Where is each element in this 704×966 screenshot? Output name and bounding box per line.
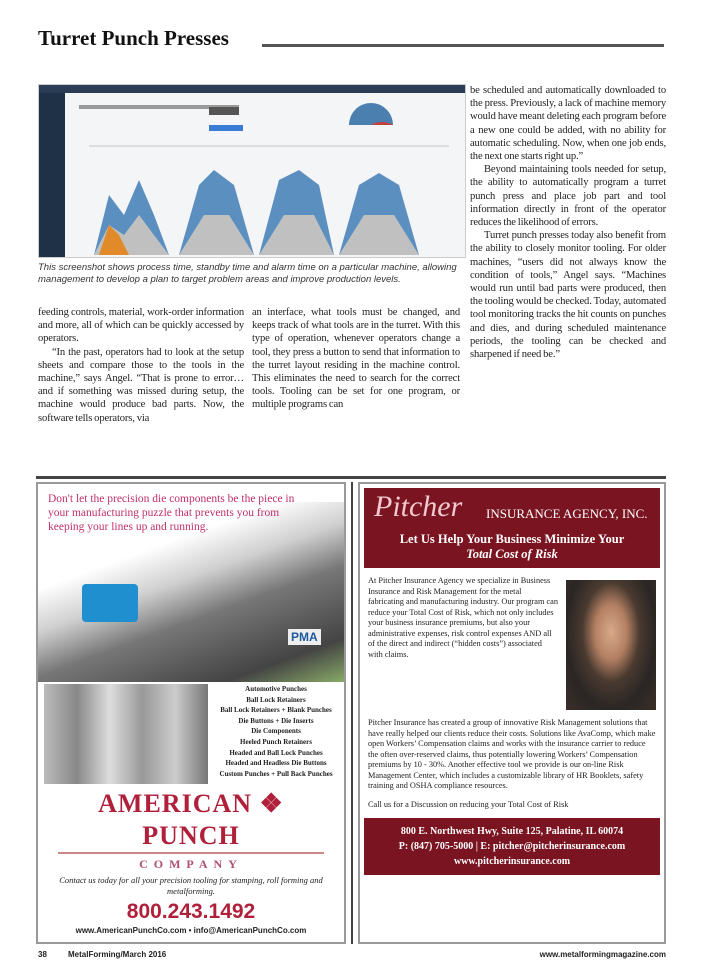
paragraph: Turret punch presses today also benefit from the ability to closely monitor tooling. For older machines, “users did not always know the condition of tools,” Angel says. “Machines would run until bad parts were produced, then the tooling would be checked. Today, automated tool monitoring tracks the hit counts on punches and dies, and during scheduled maintenance periods, the tooling can be checked and sharpened if need be.” bbox=[470, 230, 666, 361]
chart-divider bbox=[89, 145, 449, 147]
paragraph: an interface, what tools must be changed, and keeps track of what tools are in the turret. With this type of operation, whenever operators change a tool, they press a button to send that information to the turret layout residing in the machine control. This eliminates the need to search for the correct tools. Tooling can be set for one program, or multiple programs can bbox=[252, 307, 460, 411]
slogan-line: Total Cost of Risk bbox=[466, 547, 558, 561]
status-button bbox=[209, 125, 243, 131]
punch-tools-photo bbox=[44, 684, 208, 784]
pitcher-insurance-ad[interactable] bbox=[358, 482, 666, 944]
american-punch-logo: AMERICAN ❖ PUNCH bbox=[58, 788, 324, 854]
article-column-3 bbox=[470, 84, 666, 361]
article-column-1 bbox=[38, 306, 244, 425]
phone-number[interactable]: 800.243.1492 bbox=[126, 900, 256, 923]
site-url[interactable]: www.metalformingmagazine.com bbox=[539, 950, 666, 959]
figure-caption: This screenshot shows process time, standby time and alarm time on a particular machine, allowing management to develop a plan to target problem areas and improve production levels. bbox=[38, 262, 457, 285]
product-item: Die Buttons + Die Inserts bbox=[238, 716, 314, 725]
title-rule bbox=[262, 44, 664, 47]
product-item: Die Components bbox=[251, 727, 301, 736]
product-item: Automotive Punches bbox=[245, 685, 307, 693]
ad-headline: Don't let the precision die components be the piece in your manufacturing puzzle that prevents you from keeping your lines up and running. bbox=[48, 493, 295, 533]
ad-body-text: Pitcher Insurance has created a group of innovative Risk Management solutions that have really helped our clients reduce their costs. Solutions like AvaComp, which make open Workers’ Compensation claims and works with the insurance carrier to reduce the often over-reserved claims, thus potentially lowering Workers’ Compensation premiums by 10 - 30%. Another effective tool we provide is our on-line Risk Management Center, which includes a customizable library of HR Booklets, safety training and OSHA compliance resources. bbox=[368, 718, 656, 790]
gauge-chart bbox=[349, 103, 393, 125]
logo-word: AMERICAN bbox=[98, 789, 253, 818]
pitcher-logo: Pitcher bbox=[374, 490, 463, 523]
dashboard-graphics bbox=[39, 85, 466, 258]
paragraph: “In the past, operators had to look at the setup sheets and compare those to the tools in the machine,” says Angel. “That is prone to error…and if something was missed during setup, the machine would produce bad parts. Now, the software tells operators, via bbox=[38, 346, 244, 424]
slogan-line: Let Us Help Your Business Minimize Your bbox=[399, 532, 625, 546]
puzzle-icon bbox=[82, 584, 138, 622]
website-link[interactable]: www.AmericanPunchCo.com • info@AmericanPunchCo.com bbox=[75, 926, 307, 935]
article-column-2 bbox=[252, 306, 460, 412]
call-to-action: Call us for a Discussion on reducing your Total Cost of Risk bbox=[368, 799, 569, 809]
logo-company: COMPANY bbox=[139, 857, 243, 871]
status-label bbox=[209, 107, 239, 115]
ad-lower-block bbox=[38, 684, 344, 942]
product-item: Ball Lock Retainers bbox=[246, 695, 306, 704]
logo-word: PUNCH bbox=[142, 821, 240, 850]
product-item: Headed and Ball Lock Punches bbox=[229, 748, 323, 757]
ad-divider bbox=[351, 482, 353, 944]
products-row bbox=[44, 684, 338, 784]
ad-body-text: At Pitcher Insurance Agency we specialize in Business Insurance and Risk Management for the metal fabricating and manufacturing industry. Our program can reduce your Total Cost of Risk, which not only includes your business insurance premiums, but also your administrative expenses, risk control expenses AND all of the direct and indirect (“hidden costs”) associated with claims. bbox=[368, 576, 558, 659]
address: 800 E. Northwest Hwy, Suite 125, Palatine, IL 60074 bbox=[400, 826, 624, 837]
intro-row bbox=[364, 576, 660, 710]
product-item: Headed and Headless Die Buttons bbox=[225, 759, 327, 768]
area-charts bbox=[94, 170, 419, 255]
product-list bbox=[214, 684, 338, 784]
product-item: Ball Lock Retainers + Blank Punches bbox=[220, 706, 332, 715]
contact-info[interactable]: P: (847) 705-5000 | E: pitcher@pitcherinsurance.com bbox=[398, 841, 626, 852]
paragraph: Beyond maintaining tools needed for setup, the ability to automatically program a turret punch press and place job part and tool information directly in front of the operator reduces the likelihood of errors. bbox=[470, 164, 666, 229]
website-link[interactable]: www.pitcherinsurance.com bbox=[453, 856, 571, 867]
ad-header-band bbox=[364, 488, 660, 568]
product-item: Heeled Punch Retainers bbox=[240, 737, 312, 746]
product-item: Custom Punches + Pull Back Punches bbox=[219, 769, 333, 778]
ad-slogan bbox=[364, 532, 660, 562]
issue-label: MetalForming/March 2016 bbox=[68, 950, 167, 959]
pma-badge: PMA bbox=[288, 629, 321, 645]
ad-tagline: Contact us today for all your precision tooling for stamping, roll forming and metalforming. bbox=[59, 875, 323, 896]
paragraph: feeding controls, material, work-order information and more, all of which can be quickly accessed by operators. bbox=[38, 307, 244, 345]
agency-name: INSURANCE AGENCY, INC. bbox=[486, 506, 648, 521]
dashboard-screenshot bbox=[38, 84, 466, 258]
section-divider bbox=[36, 476, 666, 479]
contact-band bbox=[364, 818, 660, 875]
page-number: 38 bbox=[38, 950, 47, 959]
agent-portrait bbox=[566, 580, 656, 710]
page-title: Turret Punch Presses bbox=[38, 26, 229, 50]
paragraph: be scheduled and automatically downloaded to the press. Previously, a lack of machine memory would have meant deleting each program before a new one could be added, with no ability for automatic scheduling. Now, when one job ends, the next one starts right up.” bbox=[470, 85, 666, 163]
american-punch-ad[interactable] bbox=[36, 482, 346, 944]
